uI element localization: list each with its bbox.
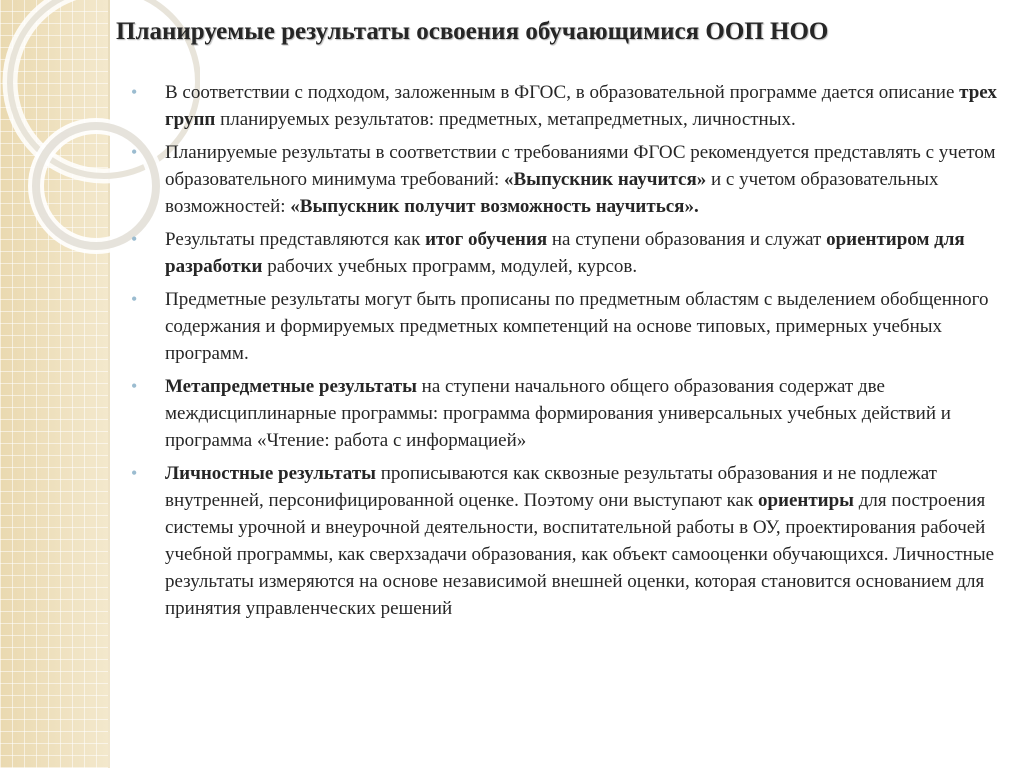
bullet-item <box>131 373 1001 454</box>
bullet-item <box>131 226 1001 280</box>
item-text: рабочих учебных программ, модулей, курсов. <box>262 256 638 277</box>
bullet-item <box>131 139 1001 220</box>
item-emphasis: Метапредметные результаты <box>165 376 417 397</box>
bullet-item <box>131 79 1001 133</box>
item-text: Предметные результаты могут быть прописаны по предметным областям с выделением обобщенного содержания и формируемых предметных компетенций на основе типовых, примерных учебных программ. <box>165 289 989 364</box>
item-text: для построения системы урочной и внеурочной деятельности, воспитательной работы в ОУ, проектирования рабочей учебной программы, как сверхзадачи образования, как объект самооценки обучающихся. Личностные результаты измеряются на основе независимой внешней оценки, которая становится основанием для принятия управленческих решений <box>165 490 995 619</box>
item-emphasis: итог обучения <box>425 229 548 250</box>
item-text: В соответствии с подходом, заложенным в ФГОС, в образовательной программе дается описание <box>165 82 960 103</box>
bullet-dot: • <box>131 82 138 102</box>
item-emphasis: «Выпускник получит возможность научиться». <box>290 196 699 217</box>
item-text: на ступени начального общего образования содержат две междисциплинарные программы: программа формирования универсальных учебных действий и программа «Чтение: работа с информацией» <box>165 376 951 451</box>
item-emphasis: ориентиром для разработки <box>165 229 965 277</box>
item-text: планируемых результатов: предметных, метапредметных, личностных. <box>215 109 796 130</box>
item-text: на ступени образования и служат <box>547 229 827 250</box>
bullet-item <box>131 286 1001 367</box>
item-emphasis: ориентиры <box>757 490 855 511</box>
bullet-dot: • <box>131 376 138 396</box>
item-text: и с учетом образовательных возможностей: <box>165 169 939 217</box>
bullet-dot: • <box>131 142 138 162</box>
item-text: прописываются как сквозные результаты образования и не подлежат внутренней, персонифицированной оценке. Поэтому они выступают как <box>165 463 937 511</box>
bullet-list <box>131 79 1001 628</box>
bullet-dot: • <box>131 463 138 483</box>
item-emphasis: трех групп <box>165 82 997 130</box>
item-emphasis: Личностные результаты <box>165 463 376 484</box>
bullet-dot: • <box>131 289 138 309</box>
bullet-item <box>131 460 1001 622</box>
item-text: Результаты представляются как <box>165 229 426 250</box>
bullet-dot: • <box>131 229 138 249</box>
item-text: Планируемые результаты в соответствии с требованиями ФГОС рекомендуется представлять с учетом образовательного минимума требований: <box>165 142 996 190</box>
slide-title: Планируемые результаты освоения обучающимися ООП НОО <box>116 18 829 45</box>
item-emphasis: «Выпускник научится» <box>503 169 707 190</box>
